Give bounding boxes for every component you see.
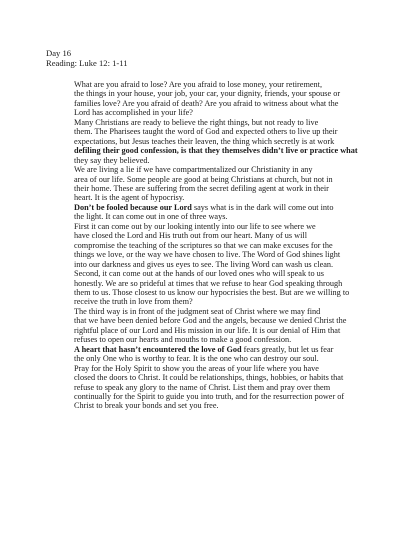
text-run: the light. It can come out in one of three ways. [74,212,228,222]
devotional-body [46,80,390,411]
text-run: area of our life. Some people are good at being Christians at church, but not in [74,174,333,184]
text-line [46,364,390,373]
day-label: Day 16 [46,48,72,58]
text-line [46,383,390,392]
paragraph [46,364,390,411]
text-run: First it can come out by our looking intently into our life to see where we [74,221,316,231]
text-line [46,354,390,363]
text-line [46,373,390,382]
text-run: Lord has accomplished in your life? [74,108,193,118]
paragraph [46,269,390,307]
text-line [46,137,390,146]
text-line [46,80,390,89]
text-line [46,212,390,221]
paragraph [46,222,390,269]
paragraph [46,307,390,345]
text-run: them to us. Those closest to us know our hypocrisies the best. But are we willing to [74,287,350,297]
text-line [46,156,390,165]
text-line [46,335,390,344]
text-line [46,401,390,410]
text-run: We are living a lie if we have compartmentalized our Christianity in any [74,165,313,175]
text-run: closed the doors to Christ. It could be relationships, things, hobbies, or habits that [74,373,344,383]
text-line [46,260,390,269]
text-line [46,108,390,117]
text-run: refuses to open our hearts and mouths to make a good confession. [74,335,292,345]
text-run: continually for the Spirit to guide you into truth, and for the resurrection power of [74,391,345,401]
bold-text: defiling their good confession, is that they themselves didn’t live or practice what [74,146,358,156]
text-line [46,89,390,98]
text-run: receive the truth in love from them? [74,297,193,307]
text-run: What are you afraid to lose? Are you afraid to lose money, your retirement, [74,80,323,89]
paragraph [46,203,390,222]
text-line [46,326,390,335]
text-line [46,392,390,401]
text-run: they say they believed. [74,155,150,165]
text-line [46,127,390,136]
text-line [46,316,390,325]
text-run: expectations, but Jesus teaches their leaven, the thing which secretly is at work [74,136,335,146]
reading-reference: Reading: Luke 12: 1-11 [46,58,128,69]
text-line [46,175,390,184]
text-line [46,184,390,193]
page-header [46,48,128,68]
text-run: them. The Pharisees taught the word of God and expected others to live up their [74,127,338,137]
text-run: Christ to break your bonds and set you free. [74,401,219,411]
text-line [46,146,390,155]
text-run: compromise the teaching of the scriptures so that we can make excuses for the [74,240,333,250]
text-line [46,307,390,316]
bold-text: Don’t be fooled because our Lord [74,202,192,212]
text-line [46,269,390,278]
text-run: Many Christians are ready to believe the right things, but not ready to live [74,117,319,127]
text-run: the only One who is worthy to fear. It is the one who can destroy our soul. [74,354,319,364]
text-run: that we have been denied before God and the angels, because we denied Christ the [74,316,347,326]
text-run: fears greatly, but let us fear [241,344,334,354]
text-line [46,345,390,354]
text-line [46,118,390,127]
text-run: the things in your house, your job, your car, your dignity, friends, your spouse or [74,89,341,99]
text-run: have closed the Lord and His truth out from our heart. Many of us will [74,231,308,241]
text-run: families love? Are you afraid of death? Are you afraid to witness about what the [74,98,339,108]
text-run: Second, it can come out at the hands of our loved ones who will speak to us [74,269,324,279]
text-line [46,193,390,202]
text-run: Pray for the Holy Spirit to show you the areas of your life where you have [74,363,319,373]
paragraph [46,118,390,165]
text-line [46,165,390,174]
text-line [46,99,390,108]
text-run: refuse to speak any glory to the name of Christ. List them and pray over them [74,382,331,392]
text-run: says what is in the dark will come out into [191,202,334,212]
text-line [46,231,390,240]
text-run: things we love, or the way we have chosen to live. The Word of God shines light [74,250,341,260]
bold-text: A heart that hasn’t encountered the love of God [74,344,242,354]
text-run: into our darkness and gives us eyes to see. The living Word can wash us clean. [74,259,334,269]
text-line [46,288,390,297]
text-run: heart. It is the agent of hypocrisy. [74,193,185,203]
text-line [46,297,390,306]
paragraph [46,80,390,118]
text-line [46,250,390,259]
text-run: honestly. We are so prideful at times that we refuse to hear God speaking through [74,278,343,288]
paragraph [46,165,390,203]
text-line [46,203,390,212]
text-line [46,279,390,288]
paragraph [46,345,390,364]
text-run: The third way is in front of the judgment seat of Christ where we may find [74,306,321,316]
text-line [46,222,390,231]
text-run: rightful place of our Lord and His mission in our life. It is our denial of Him that [74,325,341,335]
text-line [46,241,390,250]
text-run: their home. These are suffering from the secret defiling agent at work in their [74,183,329,193]
